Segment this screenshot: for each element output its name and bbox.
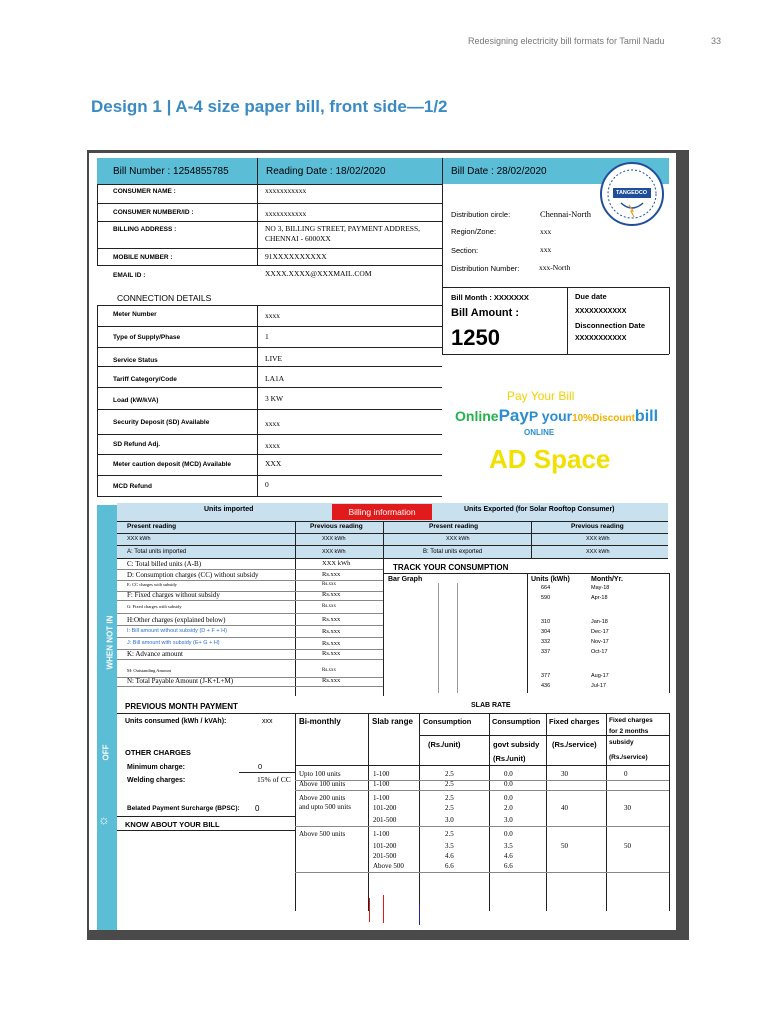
- slab-consumption: 2.5: [445, 770, 454, 778]
- other-charges-heading: OTHER CHARGES: [125, 748, 191, 757]
- bar-graph-label: Bar Graph: [388, 576, 423, 583]
- ad-word-discount: 10%Discount: [572, 413, 635, 424]
- slab-category: Above 100 units: [299, 780, 346, 788]
- imp-previous-kwh: XXX kWh: [322, 536, 346, 542]
- load-value: 3 KW: [265, 394, 284, 403]
- bulb-icon: ☼: [98, 812, 110, 827]
- track-units: 310: [541, 619, 551, 625]
- bill-amount-label: Bill Amount :: [451, 307, 520, 319]
- consumer-number-label: CONSUMER NUMBER/ID :: [113, 209, 194, 216]
- supply-type-label: Type of Supply/Phase: [113, 334, 181, 341]
- mcd-refund-label: MCD Refund: [113, 483, 152, 490]
- slab-consumption: 3.0: [445, 816, 454, 824]
- ad-online: ONLINE: [524, 428, 555, 437]
- slab-range: 1-100: [373, 794, 390, 802]
- track-month: Apr-18: [591, 595, 608, 601]
- slab-fixed: 30: [561, 770, 568, 778]
- track-month: Dec-17: [591, 629, 609, 635]
- charge-row-rule: [117, 613, 383, 614]
- slab-subsidy: 4.6: [504, 852, 513, 860]
- side-strip: [97, 505, 117, 930]
- charge-label: F: Fixed charges without subsidy: [127, 591, 220, 599]
- connection-heading: CONNECTION DETAILS: [117, 293, 212, 303]
- track-month: Jan-18: [591, 619, 608, 625]
- meter-number-label: Meter Number: [113, 311, 157, 318]
- charge-row-rule: [117, 686, 383, 687]
- units-consumed-label: Units consumed (kWh / kVAh):: [125, 718, 227, 725]
- track-units: 664: [541, 585, 551, 591]
- consumer-name-label: CONSUMER NAME :: [113, 188, 176, 195]
- billing-information-badge: Billing information: [332, 504, 432, 520]
- security-deposit-label: Security Deposit (SD) Available: [113, 419, 210, 426]
- imp-present-reading: Present reading: [127, 523, 177, 530]
- slab-range: 1-100: [373, 830, 390, 838]
- side-text-off: OFF: [101, 744, 111, 761]
- previous-month-payment: PREVIOUS MONTH PAYMENT: [125, 702, 238, 711]
- sd-refund-label: SD Refund Adj.: [113, 441, 161, 448]
- supply-type-value: 1: [265, 332, 269, 341]
- track-month: Aug-17: [591, 673, 609, 679]
- slab-range: 1-100: [373, 780, 390, 788]
- security-deposit-value: xxxx: [265, 419, 280, 428]
- due-date-label: Due date: [575, 292, 607, 301]
- charges-rows: [117, 558, 383, 696]
- slab-fixed: 50: [561, 842, 568, 850]
- track-units: 377: [541, 673, 551, 679]
- track-units: 436: [541, 683, 551, 689]
- track-month: Nov-17: [591, 639, 609, 645]
- slab-range: Above 500: [373, 862, 404, 870]
- slab-col-fixed2m-4: (Rs./service): [609, 754, 648, 761]
- slab-fixed-subsidy: 50: [624, 842, 631, 850]
- sd-refund-value: xxxx: [265, 441, 280, 450]
- total-exported-kwh: XXX kWh: [586, 549, 610, 555]
- ad-space: AD Space: [489, 444, 611, 474]
- track-month: May-18: [591, 585, 610, 591]
- charge-row-rule: [117, 600, 383, 601]
- charge-row-rule: [117, 580, 383, 581]
- imp-previous-reading: Previous reading: [310, 523, 363, 530]
- slab-subsidy: 3.5: [504, 842, 513, 850]
- slab-consumption: 2.5: [445, 804, 454, 812]
- charge-row-rule: [117, 625, 383, 626]
- slab-range: 101-200: [373, 842, 397, 850]
- bill-amount-value: 1250: [451, 325, 500, 350]
- distribution-number-value: xxx-North: [539, 263, 571, 272]
- slab-range: 201-500: [373, 852, 397, 860]
- slab-row-rule: [295, 872, 669, 873]
- slab-rows: [295, 770, 669, 915]
- imp-present-kwh: XXX kWh: [127, 536, 151, 542]
- slab-row-rule: [295, 780, 669, 781]
- charge-value: Rs.xxx: [322, 628, 341, 635]
- tariff-value: LA1A: [265, 374, 285, 383]
- bill-date: Bill Date : 28/02/2020: [451, 166, 547, 177]
- know-about-bill: KNOW ABOUT YOUR BILL: [125, 820, 220, 829]
- section-title: Design 1 | A-4 size paper bill, front side—1/2: [91, 97, 448, 116]
- slab-range: 201-500: [373, 816, 397, 824]
- slab-consumption: 4.6: [445, 852, 454, 860]
- month-col-label: Month/Yr.: [591, 576, 623, 583]
- minimum-charge-label: Minimum charge:: [127, 764, 185, 771]
- email-label: EMAIL ID :: [113, 272, 146, 279]
- slab-fixed-subsidy: 0: [624, 770, 628, 778]
- track-units: 304: [541, 629, 551, 635]
- billing-address-label: BILLING ADDRESS :: [113, 226, 177, 233]
- charge-label: N: Total Payable Amount (J-K+L+M): [127, 677, 234, 685]
- slab-category: Upto 100 units: [299, 770, 341, 778]
- charge-value: Rs.xxx: [322, 640, 341, 647]
- slab-col-consumption-unit: (Rs./unit): [428, 740, 461, 749]
- units-consumed-value: xxx: [262, 718, 273, 725]
- meter-number-value: xxxx: [265, 311, 280, 320]
- service-status-value: LIVE: [265, 354, 283, 363]
- consumer-number-value: xxxxxxxxxxx: [265, 209, 307, 218]
- distribution-circle-value: Chennai-North: [540, 209, 591, 219]
- charge-label: E: CC charges with subsidy: [127, 582, 177, 587]
- total-imported-label: A: Total units imported: [127, 549, 187, 555]
- mobile-number-label: MOBILE NUMBER :: [113, 254, 173, 261]
- slab-category: Above 200 units: [299, 794, 346, 802]
- charge-label: J: Bill amount with subsidy (E+ G + H): [127, 640, 220, 646]
- track-heading: TRACK YOUR CONSUMPTION: [393, 563, 509, 572]
- total-imported-kwh: XXX kWh: [322, 549, 346, 555]
- slab-category-2: and upto 500 units: [299, 803, 351, 811]
- welding-label: Welding charges:: [127, 777, 186, 784]
- region-value: xxx: [540, 227, 552, 236]
- units-exported: Units Exported (for Solar Rooftop Consumer): [464, 506, 615, 513]
- tangedco-logo: [599, 161, 665, 227]
- minimum-charge-value: 0: [258, 762, 263, 771]
- charge-row-rule: [117, 637, 383, 638]
- section-label: Section:: [451, 246, 479, 255]
- charge-value: Rs.xxx: [322, 677, 341, 684]
- slab-subsidy: 3.0: [504, 816, 513, 824]
- charge-label: D: Consumption charges (CC) without subsidy: [127, 571, 259, 579]
- slab-range: 1-100: [373, 770, 390, 778]
- charge-row-rule: [117, 659, 383, 660]
- exp-previous-kwh: XXX kWh: [586, 536, 610, 542]
- bill-month: Bill Month : XXXXXXX: [451, 293, 529, 302]
- reading-date: Reading Date : 18/02/2020: [266, 166, 386, 177]
- slab-heading: SLAB RATE: [471, 702, 511, 709]
- mcd-value: XXX: [265, 459, 282, 468]
- total-exported-label: B: Total units exported: [423, 549, 483, 555]
- mcd-label: Meter caution deposit (MCD) Available: [113, 461, 231, 468]
- track-units: 337: [541, 649, 551, 655]
- ad-word-pay: Pay: [498, 406, 529, 425]
- distribution-number-label: Distribution Number:: [451, 264, 520, 273]
- slab-col-range: Slab range: [372, 717, 413, 726]
- slab-consumption: 6.6: [445, 862, 454, 870]
- pay-your-bill: Pay Your Bill: [507, 389, 575, 403]
- track-units: 590: [541, 595, 551, 601]
- slab-subsidy: 0.0: [504, 830, 513, 838]
- logo-text: TANGEDCO: [616, 190, 648, 196]
- charge-label: I: Bill amount without subsidy (D + F + H): [127, 628, 227, 634]
- email-value: XXXX.XXXX@XXXMAIL.COM: [265, 269, 372, 278]
- service-status-label: Service Status: [113, 357, 158, 364]
- charge-value: Rs.xxx: [322, 604, 337, 609]
- charge-label: K: Advance amount: [127, 650, 183, 658]
- slab-subsidy: 2.0: [504, 804, 513, 812]
- ad-word-online: Online: [455, 408, 499, 424]
- distribution-circle-label: Distribution circle:: [451, 210, 511, 219]
- page-number: 33: [711, 36, 722, 46]
- load-label: Load (kW/kVA): [113, 397, 159, 404]
- slab-col-fixed2m-2: for 2 months: [609, 728, 649, 735]
- charge-value: Rs.xxx: [322, 616, 341, 623]
- slab-col-fixed-1: Fixed charges: [549, 717, 600, 726]
- consumer-name-value: xxxxxxxxxxx: [265, 186, 307, 195]
- section-value: xxx: [540, 245, 552, 254]
- charge-row-rule: [117, 569, 383, 570]
- slab-col-subsidy-2: govt subsidy: [493, 740, 540, 749]
- bill-number: Bill Number : 1254855785: [113, 166, 229, 177]
- billing-address-value-2: CHENNAI - 6000XX: [265, 234, 331, 243]
- charge-label: G: Fixed charges with subsidy: [127, 604, 182, 609]
- region-label: Region/Zone:: [451, 227, 497, 236]
- charge-label: H:Other charges (explained below): [127, 616, 226, 624]
- slab-subsidy: 0.0: [504, 770, 513, 778]
- slab-col-fixed2m-1: Fixed charges: [609, 717, 653, 724]
- slab-consumption: 2.5: [445, 830, 454, 838]
- charge-value: Rs.xxx: [322, 582, 337, 587]
- slab-col-fixed2m-3: subsidy: [609, 739, 634, 746]
- track-rows: [527, 585, 669, 695]
- slab-subsidy: 6.6: [504, 862, 513, 870]
- slab-category: Above 500 units: [299, 830, 346, 838]
- ad-word-p-your: P your: [528, 408, 573, 424]
- track-month: Jul-17: [591, 683, 606, 689]
- slab-consumption: 2.5: [445, 794, 454, 802]
- mcd-refund-value: 0: [265, 480, 269, 489]
- exp-present-kwh: XXX kWh: [446, 536, 470, 542]
- welding-value: 15% of CC: [257, 775, 291, 784]
- slab-range: 101-200: [373, 804, 397, 812]
- side-text-when-not-in: WHEN NOT IN: [105, 615, 115, 670]
- slab-col-subsidy-3: (Rs./unit): [493, 754, 526, 763]
- disconnection-value: XXXXXXXXXXX: [575, 335, 627, 342]
- exp-previous-reading: Previous reading: [571, 523, 624, 530]
- slab-col-fixed-2: (Rs./service): [552, 740, 597, 749]
- charge-value: Rs.xxx: [322, 650, 341, 657]
- slab-col-bimonthly: Bi-monthly: [299, 717, 341, 726]
- track-month: Oct-17: [591, 649, 608, 655]
- running-title: Redesigning electricity bill formats for Tamil Nadu: [468, 36, 665, 46]
- charge-value: Rs.xxx: [322, 668, 337, 673]
- due-date-value: XXXXXXXXXXX: [575, 308, 627, 315]
- slab-subsidy: 0.0: [504, 780, 513, 788]
- ad-word-bill: bill: [634, 408, 659, 425]
- tariff-label: Tariff Category/Code: [113, 376, 177, 383]
- charge-value: Rs.xxx: [322, 591, 341, 598]
- slab-col-consumption: Consumption: [423, 717, 472, 726]
- ad-online-pay-line: [455, 406, 658, 426]
- units-imported: Units imported: [204, 506, 254, 513]
- units-col-label: Units (kWh): [531, 576, 570, 583]
- slab-consumption: 2.5: [445, 780, 454, 788]
- charge-label: C: Total billed units (A-B): [127, 560, 202, 568]
- charge-label: M: Outstanding Amount: [127, 668, 172, 673]
- charge-value: Rs.xxx: [322, 571, 341, 578]
- slab-row-rule: [295, 790, 669, 791]
- track-units: 332: [541, 639, 551, 645]
- slab-consumption: 3.5: [445, 842, 454, 850]
- slab-subsidy: 0.0: [504, 794, 513, 802]
- charge-value: XXX kWh: [322, 560, 351, 567]
- bill-sheet: [89, 153, 676, 930]
- slab-fixed-subsidy: 30: [624, 804, 631, 812]
- belated-label: Belated Payment Surcharge (BPSC):: [127, 805, 240, 812]
- mobile-number-value: 91XXXXXXXXXX: [265, 252, 327, 261]
- slab-row-rule: [295, 826, 669, 827]
- billing-address-value: NO 3, BILLING STREET, PAYMENT ADDRESS,: [265, 224, 421, 233]
- slab-col-subsidy-1: Consumption: [492, 717, 541, 726]
- exp-present-reading: Present reading: [429, 523, 479, 530]
- disconnection-label: Disconnection Date: [575, 321, 646, 330]
- slab-fixed: 40: [561, 804, 568, 812]
- belated-value: 0: [255, 804, 260, 813]
